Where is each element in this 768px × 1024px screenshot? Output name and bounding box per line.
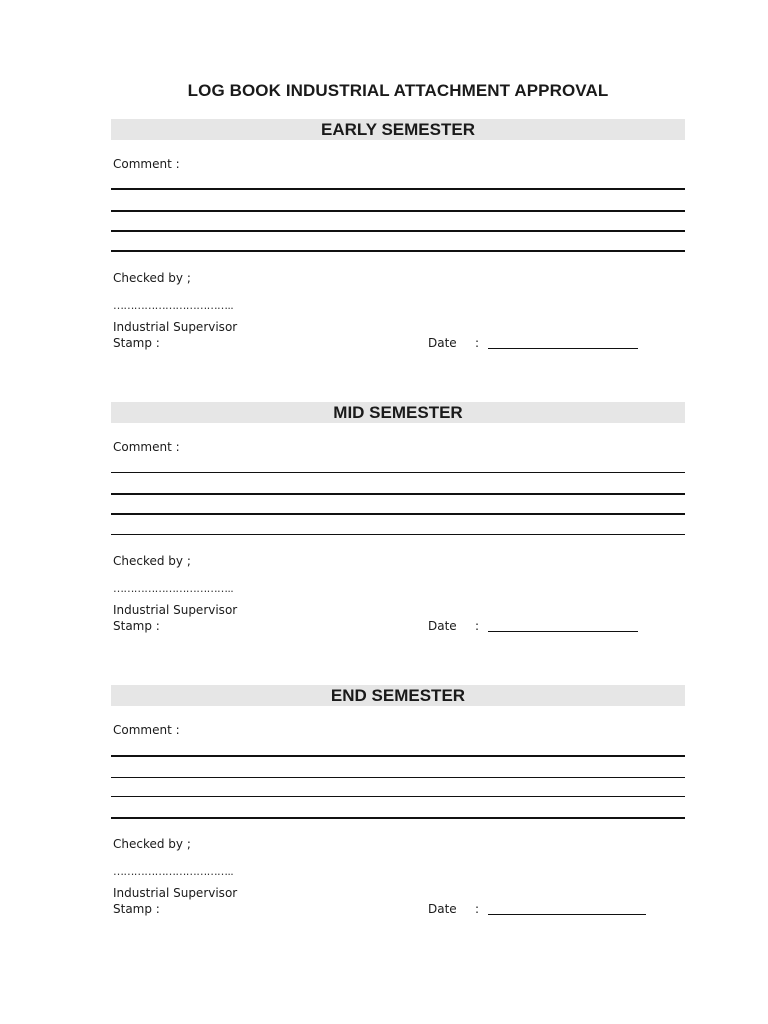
date-label: Date — [428, 619, 457, 633]
checked-by-label: Checked by ; — [113, 271, 191, 285]
comment-line-4[interactable] — [111, 817, 685, 819]
comment-line-2[interactable] — [111, 493, 685, 495]
comment-label: Comment : — [113, 157, 180, 171]
date-colon: : — [475, 902, 480, 916]
date-field[interactable] — [488, 631, 638, 632]
supervisor-label: Industrial Supervisor — [113, 603, 238, 617]
stamp-label: Stamp : — [113, 619, 160, 633]
section-heading: EARLY SEMESTER — [321, 120, 475, 139]
comment-label: Comment : — [113, 440, 180, 454]
comment-line-1[interactable] — [111, 755, 685, 757]
date-colon: : — [475, 336, 480, 350]
signature-line[interactable]: …………………………….. — [113, 582, 234, 595]
date-label: Date — [428, 336, 457, 350]
stamp-label: Stamp : — [113, 336, 160, 350]
signature-line[interactable]: …………………………….. — [113, 865, 234, 878]
comment-line-2[interactable] — [111, 777, 685, 778]
date-field[interactable] — [488, 914, 646, 915]
page-title: LOG BOOK INDUSTRIAL ATTACHMENT APPROVAL — [187, 81, 609, 100]
stamp-label: Stamp : — [113, 902, 160, 916]
section-heading: MID SEMESTER — [333, 403, 463, 422]
comment-line-1[interactable] — [111, 188, 685, 190]
date-colon: : — [475, 619, 480, 633]
supervisor-label: Industrial Supervisor — [113, 886, 238, 900]
supervisor-label: Industrial Supervisor — [113, 320, 238, 334]
comment-line-2[interactable] — [111, 210, 685, 212]
section-end-semester — [111, 685, 685, 935]
checked-by-label: Checked by ; — [113, 837, 191, 851]
comment-line-3[interactable] — [111, 230, 685, 232]
date-label: Date — [428, 902, 457, 916]
comment-line-4[interactable] — [111, 534, 685, 535]
section-early-semester — [111, 119, 685, 369]
comment-label: Comment : — [113, 723, 180, 737]
date-field[interactable] — [488, 348, 638, 349]
checked-by-label: Checked by ; — [113, 554, 191, 568]
comment-line-4[interactable] — [111, 250, 685, 252]
section-heading: END SEMESTER — [330, 686, 466, 705]
comment-line-1[interactable] — [111, 472, 685, 473]
signature-line[interactable]: …………………………….. — [113, 299, 234, 312]
comment-line-3[interactable] — [111, 796, 685, 797]
comment-line-3[interactable] — [111, 513, 685, 515]
section-mid-semester — [111, 402, 685, 652]
